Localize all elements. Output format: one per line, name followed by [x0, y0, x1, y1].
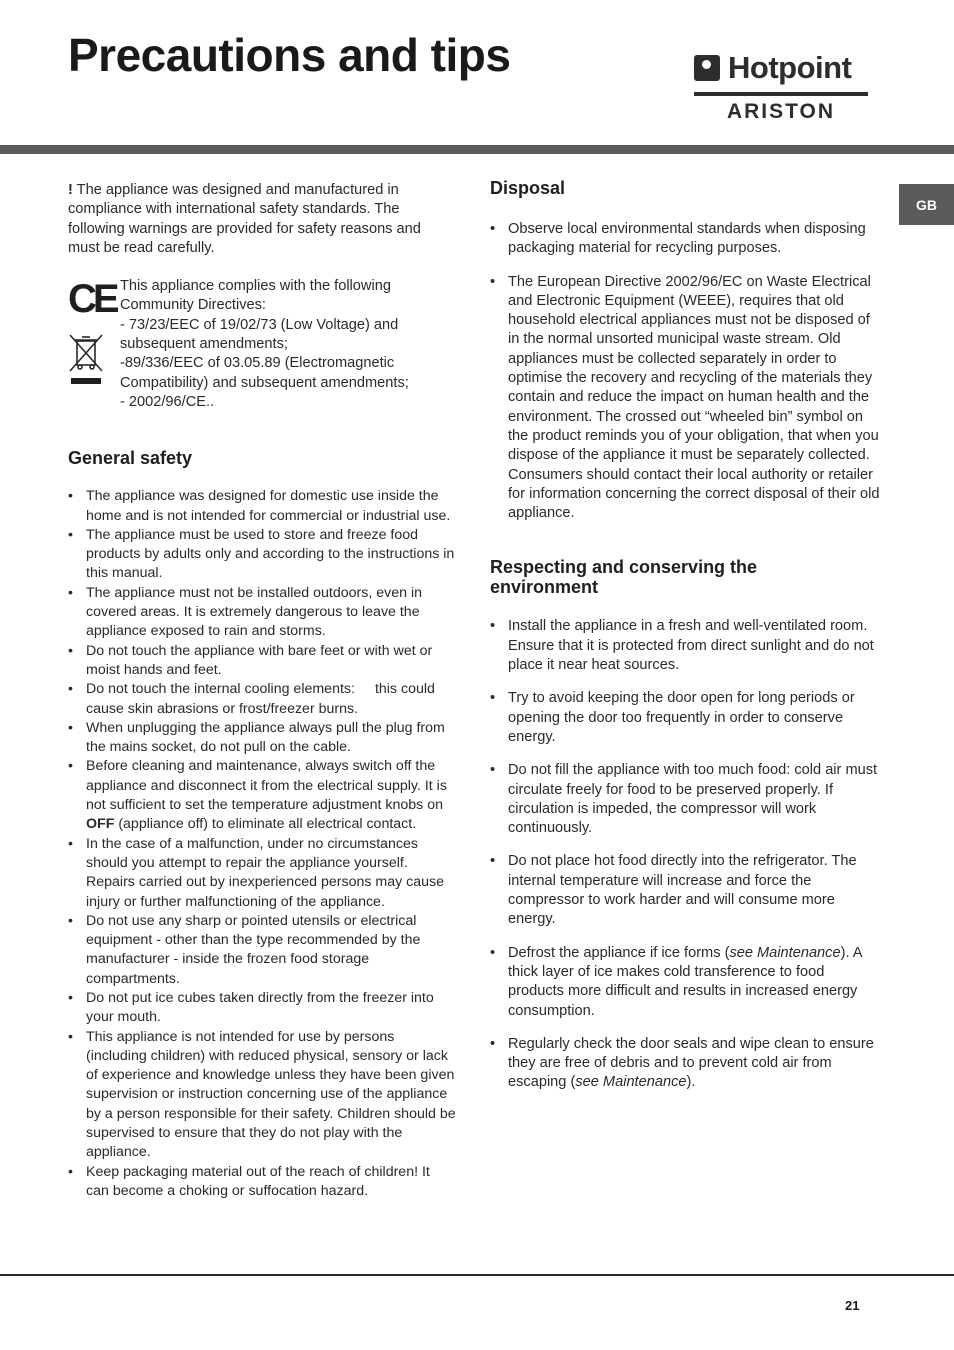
hotpoint-logo-icon: [694, 55, 720, 81]
right-column: [490, 178, 880, 1107]
list-item: • This appliance is not intended for use by persons (including children) with reduced physical, sensory or lack of experience and knowledge unless they have been given supervision or instruction concerning use of the appliance by a person responsible for their safety. Children should be supervised to ensure that they do not play with the appliance.: [68, 1028, 456, 1163]
compliance-line: - 73/23/EEC of 19/02/73 (Low Voltage) and subsequent amendments;: [120, 316, 399, 353]
disposal-heading: Disposal: [490, 178, 566, 198]
list-item: [490, 1035, 880, 1093]
general-safety-list: [68, 487, 456, 1201]
item-text-cont: this could cause skin abrasions or frost/freezer burns.: [86, 681, 435, 717]
page-title: Precautions and tips: [68, 29, 511, 81]
list-item: • Do not put ice cubes taken directly from the freezer into your mouth.: [68, 989, 456, 1028]
compliance-text: [120, 277, 456, 412]
item-text-cont: (appliance off) to eliminate all electrical contact.: [114, 816, 417, 833]
item-text-cont: ). A thick layer of ice makes cold transference to food products more difficult and results in increased energy consumption.: [508, 944, 862, 1019]
environment-heading: Respecting and conserving the environment: [490, 557, 758, 598]
intro-text: The appliance was designed and manufactured in compliance with international safety standards. The following warnings are provided for safety reasons and must be read carefully.: [68, 182, 421, 256]
list-item: • The appliance must be used to store and freeze food products by adults only and according to the instructions in this manual.: [68, 526, 456, 584]
list-item: • Keep packaging material out of the reach of children! It can become a choking or suffocation hazard.: [68, 1163, 456, 1202]
list-item: • Do not place hot food directly into the refrigerator. The internal temperature will increase and force the compressor to work harder and will consume more energy.: [490, 852, 880, 929]
list-item: [68, 680, 456, 719]
compliance-block: [68, 277, 456, 412]
intro-paragraph: [68, 181, 456, 258]
maintenance-reference: see Maintenance: [729, 944, 841, 961]
list-item: • Do not use any sharp or pointed utensils or electrical equipment - other than the type recommended by the manufacturer - inside the frozen food storage compartments.: [68, 912, 456, 989]
compliance-line: - 2002/96/CE..: [120, 393, 215, 410]
list-item: [490, 944, 880, 1021]
item-text: Before cleaning and maintenance, always switch off the appliance and disconnect it from the electrical supply. It is not sufficient to set the temperature adjustment knobs on: [86, 758, 447, 814]
environment-list: [490, 617, 880, 1092]
item-text: Do not touch the internal cooling elements:: [86, 681, 355, 698]
language-tab: GB: [899, 184, 954, 225]
list-item: • When unplugging the appliance always pull the plug from the mains socket, do not pull on the cable.: [68, 719, 456, 758]
left-column: [68, 181, 456, 1201]
brand-name: Hotpoint: [728, 50, 852, 85]
list-item: [68, 757, 456, 834]
item-text: Regularly check the door seals and wipe clean to ensure they are free of debris and to prevent cold air from escaping (: [508, 1035, 874, 1091]
general-safety-heading: General safety: [68, 448, 193, 469]
off-label: OFF: [86, 816, 115, 833]
brand-logo: [694, 50, 868, 128]
item-text: Defrost the appliance if ice forms (: [508, 944, 730, 961]
footer-rule: [0, 1274, 954, 1276]
list-item: • Try to avoid keeping the door open for long periods or opening the door too frequently in order to conserve energy.: [490, 689, 880, 747]
compliance-line: This appliance complies with the following Community Directives:: [120, 278, 391, 314]
list-item: • The appliance must not be installed outdoors, even in covered areas. It is extremely dangerous to leave the appliance exposed to rain and storms.: [68, 584, 456, 642]
page-number: 21: [845, 1298, 860, 1313]
list-item: • In the case of a malfunction, under no circumstances should you attempt to repair the appliance yourself. Repairs carried out by inexperienced persons may cause injury or further malfunctioning of the appliance.: [68, 835, 456, 912]
list-item: • The appliance was designed for domestic use inside the home and is not intended for commercial or industrial use.: [68, 487, 456, 526]
ce-mark-icon: CE: [68, 277, 116, 322]
maintenance-reference: see Maintenance: [575, 1074, 687, 1091]
logo-divider: [694, 92, 868, 96]
brand-sub: ARISTON: [726, 100, 836, 123]
disposal-list: [490, 220, 880, 523]
compliance-line: -89/336/EEC of 03.05.89 (Electromagnetic Compatibility) and subsequent amendments;: [120, 355, 409, 391]
item-text-cont: ).: [686, 1074, 696, 1091]
list-item: • The European Directive 2002/96/EC on Waste Electrical and Electronic Equipment (WEEE), requires that old household electrical appliances must not be disposed of in the normal unsorted municipal waste stream. Old appliances must be collected separately in order to optimise the recovery and recycling of the materials they contain and reduce the impact on human health and the environment. The crossed out “wheeled bin” symbol on the product reminds you of your obligation, that when you dispose of the appliance it must be separately collected. Consumers should contact their local authority or retailer for information concerning the correct disposal of their old appliance.: [490, 273, 880, 524]
warning-mark: !: [68, 182, 73, 198]
list-item: • Do not touch the appliance with bare feet or with wet or moist hands and feet.: [68, 642, 456, 681]
list-item: • Install the appliance in a fresh and well-ventilated room. Ensure that it is protected from direct sunlight and do not place it near heat sources.: [490, 617, 880, 675]
list-item: • Observe local environmental standards when disposing packaging material for recycling purposes.: [490, 220, 880, 259]
list-item: • Do not fill the appliance with too much food: cold air must circulate freely for food to be preserved properly. If circulation is impeded, the compressor will work continuously.: [490, 761, 880, 838]
header-rule: [0, 145, 954, 154]
crossed-wheeled-bin-icon: [68, 333, 104, 387]
